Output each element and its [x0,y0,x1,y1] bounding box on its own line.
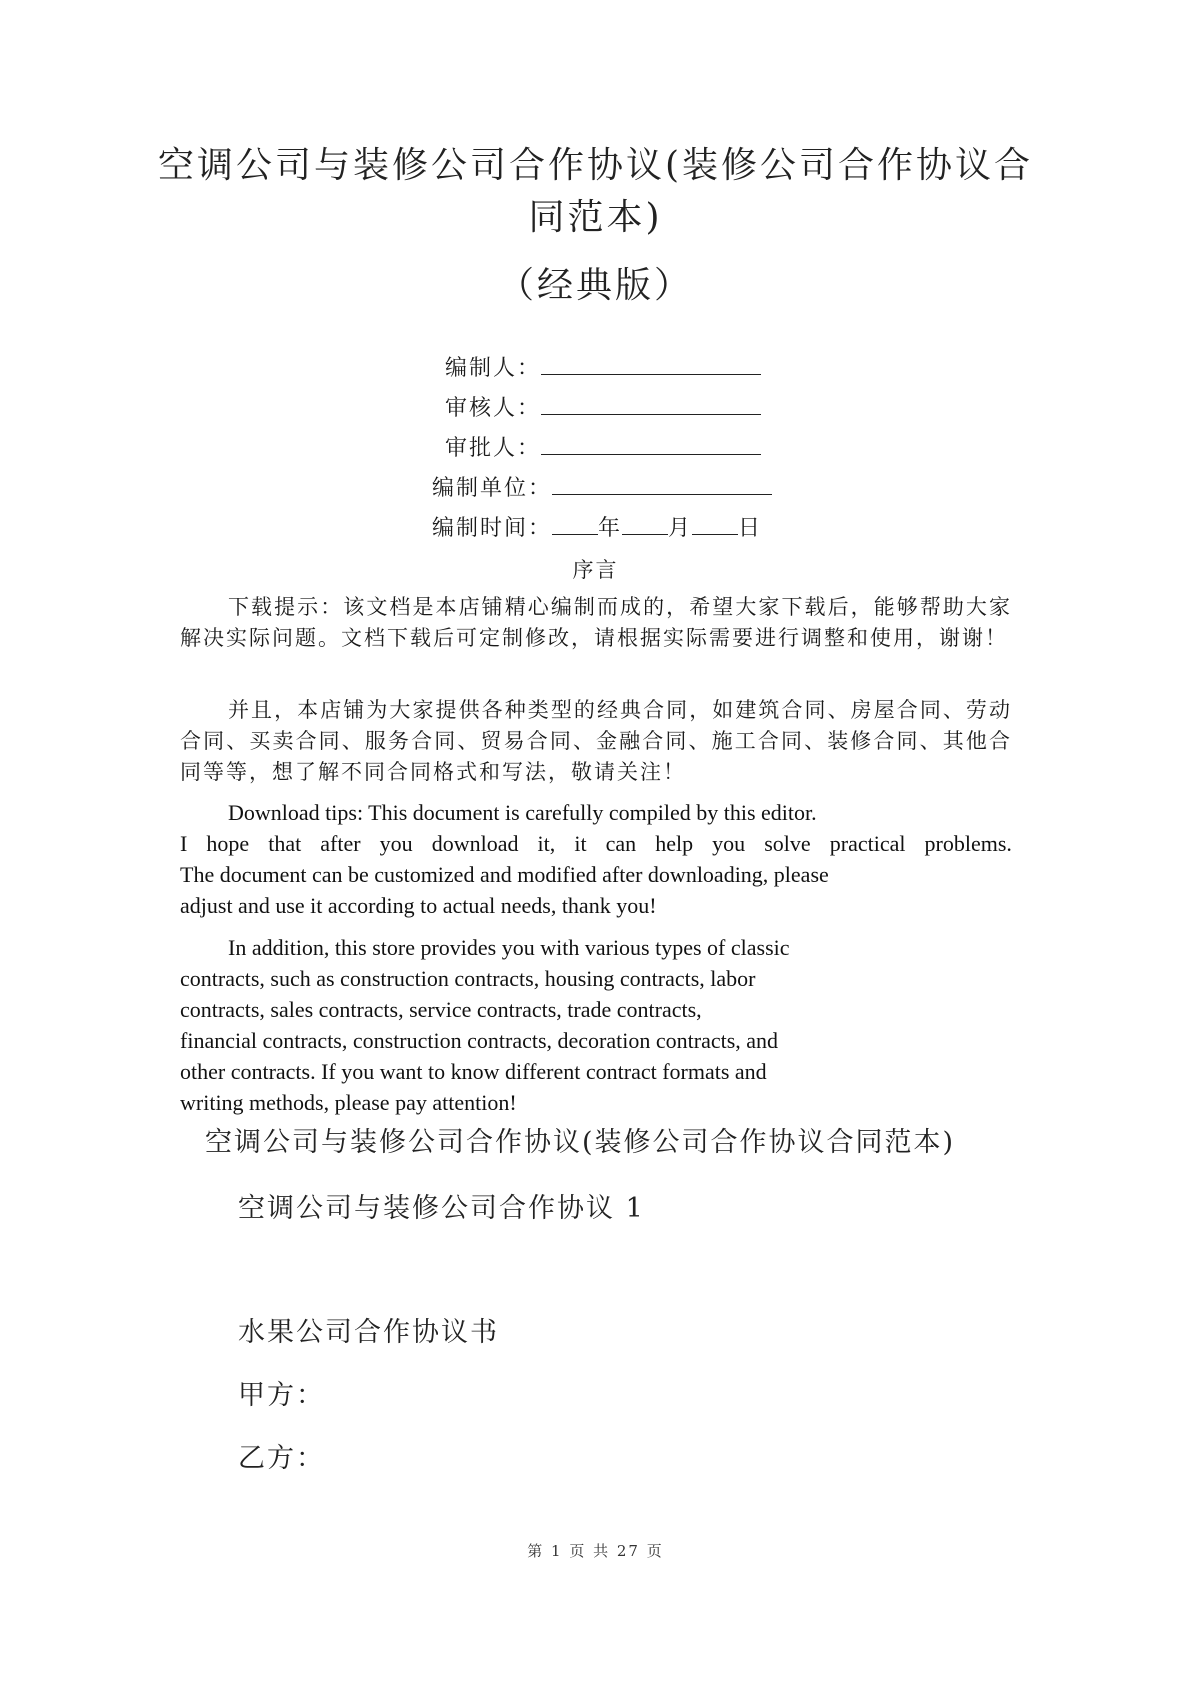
meta-editor-blank [541,350,761,375]
preface-en-2-line-3: contracts, sales contracts, service contracts, trade contracts, [180,997,702,1022]
doc-edition: （经典版） [497,265,693,306]
preface-en-2-line-6: writing methods, please pay attention! [180,1090,517,1115]
preface-en-1-line-4: adjust and use it according to actual needs, thank you! [180,893,657,918]
agreement-title: 水果公司合作协议书 [238,1317,499,1348]
preface-en-2-line-1: In addition, this store provides you with various types of classic [228,935,790,960]
page-footer: 第 1 页 共 27 页 [527,1542,664,1560]
preface-en-2-line-5: other contracts. If you want to know different contract formats and [180,1059,767,1084]
party-b-label: 乙方： [238,1443,325,1474]
meta-year: 年 [598,516,623,541]
word: solve [764,831,811,856]
word: practical [829,831,906,856]
word: help [655,831,694,856]
meta-year-blank [552,510,598,535]
meta-time [432,510,762,544]
meta-month: 月 [668,516,693,541]
meta-month-blank [622,510,668,535]
doc-title-line2: 同范本) [528,197,663,238]
meta-unit-blank [552,470,772,495]
party-a-label: 甲方： [238,1380,325,1411]
word: it, [537,831,556,856]
word: you [712,831,746,856]
meta-approver-label: 审批人： [445,436,542,461]
meta-approver [445,430,761,464]
preface-cn-paragraph-1: 下载提示：该文档是本店铺精心编制而成的，希望大家下载后，能够帮助大家解决实际问题。文档下载后可定制修改，请根据实际需要进行调整和使用，谢谢！ [180,595,1012,650]
word: hope [206,831,250,856]
preface-en-2-line-4: financial contracts, construction contracts, decoration contracts, and [180,1028,779,1053]
meta-day: 日 [738,516,763,541]
meta-day-blank [692,510,738,535]
meta-editor-label: 编制人： [445,356,542,381]
word: you [379,831,413,856]
body-title: 空调公司与装修公司合作协议(装修公司合作协议合同范本) [205,1127,956,1158]
word: I [180,831,188,856]
meta-time-label: 编制时间： [432,516,553,541]
meta-editor [445,350,761,384]
preface-cn-paragraph-2: 并且，本店铺为大家提供各种类型的经典合同，如建筑合同、房屋合同、劳动合同、买卖合同、服务合同、贸易合同、金融合同、施工合同、装修合同、其他合同等等，想了解不同合同格式和写法，敬请关注！ [180,698,1012,784]
word: can [605,831,637,856]
meta-reviewer-label: 审核人： [445,396,542,421]
meta-unit-label: 编制单位： [432,476,553,501]
word: problems. [924,831,1012,856]
word: it [574,831,587,856]
word: download [431,831,519,856]
meta-approver-blank [541,430,761,455]
word: after [320,831,361,856]
preface-en-2-line-2: contracts, such as construction contracts, housing contracts, labor [180,966,756,991]
doc-title-line1: 空调公司与装修公司合作协议(装修公司合作协议合 [157,145,1034,186]
meta-reviewer-blank [541,390,761,415]
preface-en-1-line-2 [180,828,1012,859]
meta-reviewer [445,390,761,424]
word: that [268,831,302,856]
section-title: 空调公司与装修公司合作协议 1 [238,1193,645,1224]
preface-en-1-line-3: The document can be customized and modified after downloading, please [180,862,829,887]
meta-unit [432,470,772,504]
preface-en-1-line-1: Download tips: This document is carefully compiled by this editor. [228,800,817,825]
preface-title: 序言 [572,558,619,582]
